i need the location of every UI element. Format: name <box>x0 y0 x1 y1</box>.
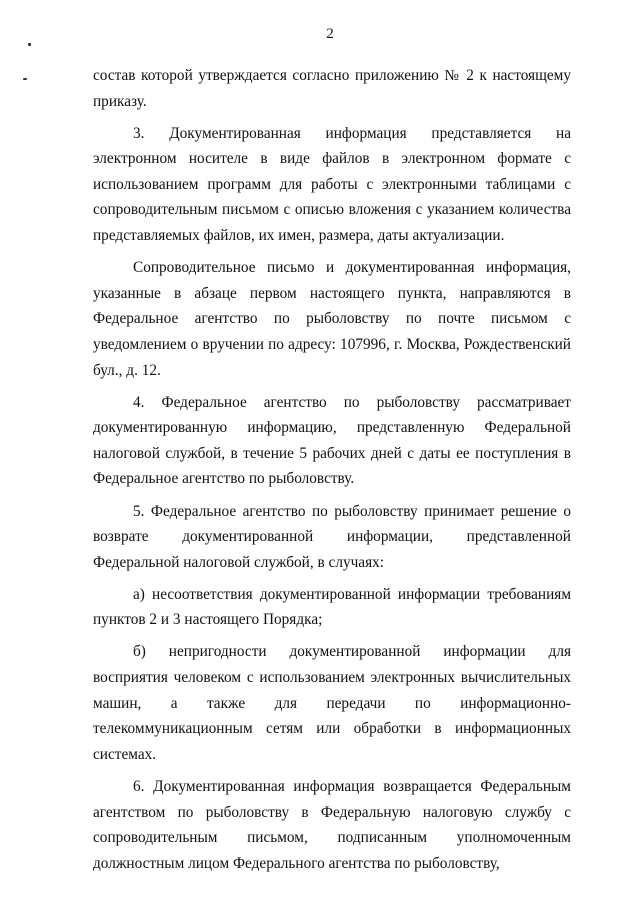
paragraph-cover-letter: Сопроводительное письмо и документированная информация, указанные в абзаце первом настоящего пункта, направляются в Федеральное агентство по рыболовству по почте письмом с уведомлением о вручении по адресу: 107996, г. Москва, Рождественский бул., д. 12. <box>93 259 571 379</box>
document-body <box>93 63 571 883</box>
paragraph-item-5a: а) несоответствия документированной информации требованиям пунктов 2 и 3 настоящего Порядка; <box>93 585 571 629</box>
paragraph-item-5: 5. Федеральное агентство по рыболовству принимает решение о возврате документированной информации, представленной Федеральной налоговой службой, в случаях: <box>93 502 571 571</box>
scan-speck <box>23 78 27 80</box>
paragraph-continuation: состав которой утверждается согласно приложению № 2 к настоящему приказу. <box>93 67 571 110</box>
paragraph-item-6: 6. Документированная информация возвращается Федеральным агентством по рыболовству в Федеральную налоговую службу с сопроводительным письмом, подписанным уполномоченным должностным лицом Федерального агентства по рыболовству, <box>93 777 571 872</box>
scan-speck <box>28 43 31 46</box>
paragraph-item-4: 4. Федеральное агентство по рыболовству рассматривает документированную информацию, представленную Федеральной налоговой службой, в течение 5 рабочих дней с даты ее поступления в Федеральное агентство по рыболовству. <box>93 393 571 488</box>
paragraph-item-5b: б) непригодности документированной информации для восприятия человеком с использованием электронных вычислительных машин, а также для передачи по информационно-телекоммуникационным сетям или обработки в информационных системах. <box>93 643 571 763</box>
paragraph-item-3: 3. Документированная информация представляется на электронном носителе в виде файлов в электронном формате с использованием программ для работы с электронными таблицами с сопроводительным письмом с описью вложения с указанием количества представляемых файлов, их имен, размера, даты актуализации. <box>93 124 571 245</box>
page-number: 2 <box>326 26 334 42</box>
